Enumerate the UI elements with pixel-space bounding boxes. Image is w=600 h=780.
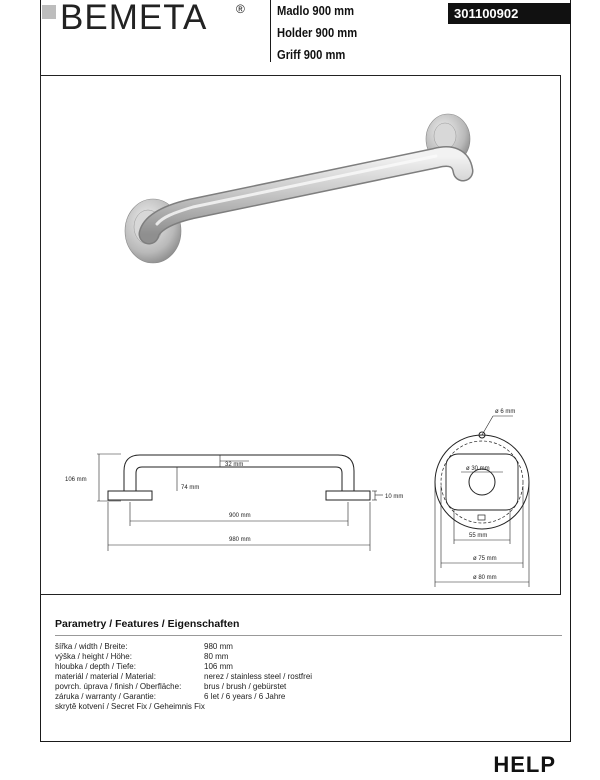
flange-inner-circle	[441, 441, 523, 523]
side-flange-left	[108, 491, 152, 500]
spec-label-warranty: záruka / warranty / Garantie:	[55, 692, 156, 701]
spec-label-depth: hloubka / depth / Tiefe:	[55, 662, 136, 671]
secret-fix-slot	[478, 515, 485, 520]
drawing-area	[40, 75, 561, 595]
features-divider	[55, 635, 562, 636]
dim-outer-dia: ø 80 mm	[473, 575, 497, 581]
spec-value-finish: brus / brush / gebürstet	[204, 682, 287, 691]
dim-hole: ø 6 mm	[495, 409, 516, 415]
dim-span: 900 mm	[229, 513, 251, 519]
dim-height-total: 106 mm	[65, 477, 87, 483]
wall-flange-right-cap	[434, 123, 456, 149]
spec-value-warranty: 6 let / 6 years / 6 Jahre	[204, 692, 286, 701]
spec-value-material: nerez / stainless steel / rostfrei	[204, 672, 313, 681]
frame-bottom	[40, 741, 571, 742]
title-de: Griff 900 mm	[277, 47, 346, 62]
spec-value-height: 80 mm	[204, 652, 229, 661]
mounting-plate	[446, 454, 518, 510]
spec-label-width: šířka / width / Breite:	[55, 642, 128, 651]
title-cz: Madlo 900 mm	[277, 3, 355, 18]
spec-value-depth: 106 mm	[204, 662, 233, 671]
bar-outer-outline	[124, 455, 354, 491]
logo-square-icon	[42, 5, 56, 19]
product-code: 301100902	[448, 3, 571, 24]
features-title: Parametry / Features / Eigenschaften	[55, 618, 240, 630]
spec-label-finish: povrch. úprava / finish / Oberfläche:	[55, 682, 182, 691]
dim-inner-dia: ø 75 mm	[473, 556, 497, 562]
dim-flange: 10 mm	[385, 494, 404, 500]
frame-right	[570, 0, 571, 742]
title-en: Holder 900 mm	[277, 25, 358, 40]
center-hole	[469, 469, 495, 495]
collection-label: HELP	[493, 752, 556, 777]
side-flange-right	[326, 491, 370, 500]
spec-label-height: výška / height / Höhe:	[55, 652, 132, 661]
spec-value-width: 980 mm	[204, 642, 233, 651]
header-divider	[270, 0, 271, 62]
dim-inner-height: 74 mm	[181, 485, 200, 491]
spec-label-material: materiál / material / Material:	[55, 672, 156, 681]
spec-label-fixing: skrytě kotvení / Secret Fix / Geheimnis Fix	[55, 702, 205, 711]
product-image	[125, 114, 470, 263]
dim-width-total: 980 mm	[229, 537, 251, 543]
bar-inner-outline	[136, 467, 342, 491]
dim-tube-dia: 32 mm	[225, 462, 244, 468]
dim-hole-spacing: 55 mm	[469, 533, 488, 539]
technical-drawing	[41, 76, 560, 594]
registered-mark: ®	[236, 2, 245, 16]
brand-logo: BEMETA	[60, 0, 208, 37]
dim-center-hole: ø 30 mm	[466, 466, 490, 472]
